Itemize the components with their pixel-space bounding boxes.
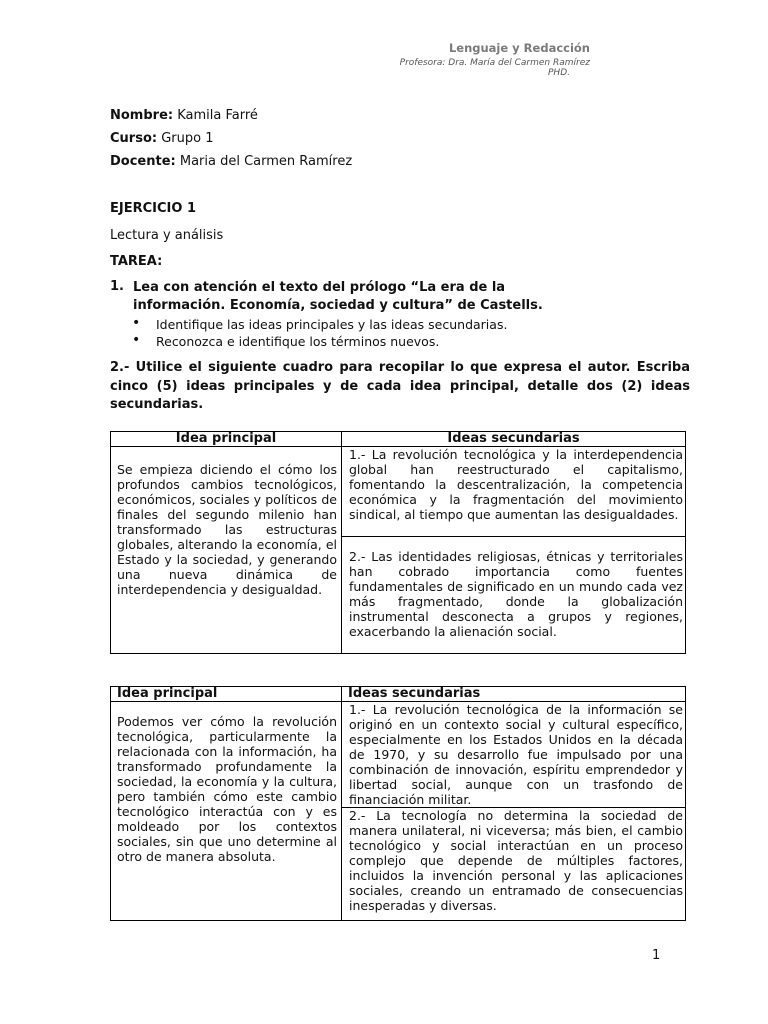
teacher-label: Docente: (110, 154, 176, 169)
header-cut-line (478, 80, 590, 83)
header-professor: Profesora: Dra. María del Carmen Ramírez (399, 58, 590, 68)
secondary-idea-cell: 1.- La revolución tecnológica de la información se originó en un contexto social y cultural específico, especialmente en los Estados Unidos en la década de 1970, y su desarrollo fue impulsado por una combinación de innovación, espíritu emprendedor y libertad social, aunque con un trasfondo de financiación militar. (342, 702, 686, 808)
teacher-value: Maria del Carmen Ramírez (175, 154, 353, 169)
table-header-row (111, 432, 686, 447)
bullet-item: • Identifique las ideas principales y las ideas secundarias. (132, 316, 507, 333)
secondary-idea-cell: 2.- La tecnología no determina la sociedad de manera unilateral, ni viceversa; más bien, el cambio tecnológico y social interactúan en un proceso complejo que depende de múltiples factores, incluidos la invención personal y las aplicaciones sociales, creando un entramado de consecuencias inesperadas y diversas. (342, 808, 686, 921)
header-secondary-ideas: Ideas secundarias (342, 687, 686, 702)
page-number: 1 (652, 948, 661, 963)
course-label: Curso: (110, 131, 158, 146)
header-secondary-ideas: Ideas secundarias (342, 432, 686, 447)
header-main-idea: Idea principal (111, 687, 342, 702)
teacher-line (110, 154, 352, 169)
ideas-table-2 (110, 686, 686, 921)
student-name-line (110, 108, 258, 123)
name-value: Kamila Farré (173, 108, 258, 123)
ideas-table-1 (110, 431, 686, 654)
header-course-title: Lenguaje y Redacción (448, 41, 590, 55)
task-1-number: 1. (110, 279, 124, 294)
name-label: Nombre: (110, 108, 174, 123)
task-label: TAREA: (110, 254, 163, 269)
header-main-idea: Idea principal (111, 432, 342, 447)
task-1-bullet-list (132, 316, 507, 350)
main-idea-cell: Se empieza diciendo el cómo los profundos cambios tecnológicos, económicos, sociales y políticos de finales del segundo milenio han transformado las estructuras globales, alterando la economía, el Estado y la sociedad, y generando una nueva dinámica de interdependencia y desigualdad. (111, 447, 342, 654)
task-2-text: 2.- Utilice el siguiente cuadro para recopilar lo que expresa el autor. Escriba cinco (5) ideas principales y de cada idea principal, detalle dos (2) ideas secundarias. (110, 360, 690, 412)
course-line (110, 131, 213, 146)
bullet-item: • Reconozca e identifique los términos nuevos. (132, 333, 507, 350)
table-row (111, 447, 686, 537)
course-value: Grupo 1 (157, 131, 214, 146)
exercise-subtitle: Lectura y análisis (110, 228, 224, 243)
task-1-text: Lea con atención el texto del prólogo “La era de la información. Economía, sociedad y cultura” de Castells. (133, 280, 543, 313)
secondary-idea-cell: 1.- La revolución tecnológica y la interdependencia global han reestructurado el capitalismo, fomentando la descentralización, la competencia económica y la fragmentación del movimiento sindical, al tiempo que aumentan las desigualdades. (342, 447, 686, 537)
table-header-row (111, 687, 686, 702)
main-idea-cell: Podemos ver cómo la revolución tecnológica, particularmente la relacionada con la información, ha transformado profundamente la sociedad, la economía y la cultura, pero también cómo este cambio tecnológico interactúa con y es moldeado por los contextos sociales, sin que uno determine al otro de manera absoluta. (111, 702, 342, 921)
table-row (111, 702, 686, 808)
secondary-idea-cell: 2.- Las identidades religiosas, étnicas y territoriales han cobrado importancia como fuentes fundamentales de significado en un mundo cada vez más fragmentado, donde la globalización instrumental desconecta a grupos y regiones, exacerbando la alienación social. (342, 537, 686, 654)
task-1 (110, 279, 590, 315)
header-degree: PHD. (548, 68, 570, 78)
exercise-title: EJERCICIO 1 (110, 201, 196, 216)
